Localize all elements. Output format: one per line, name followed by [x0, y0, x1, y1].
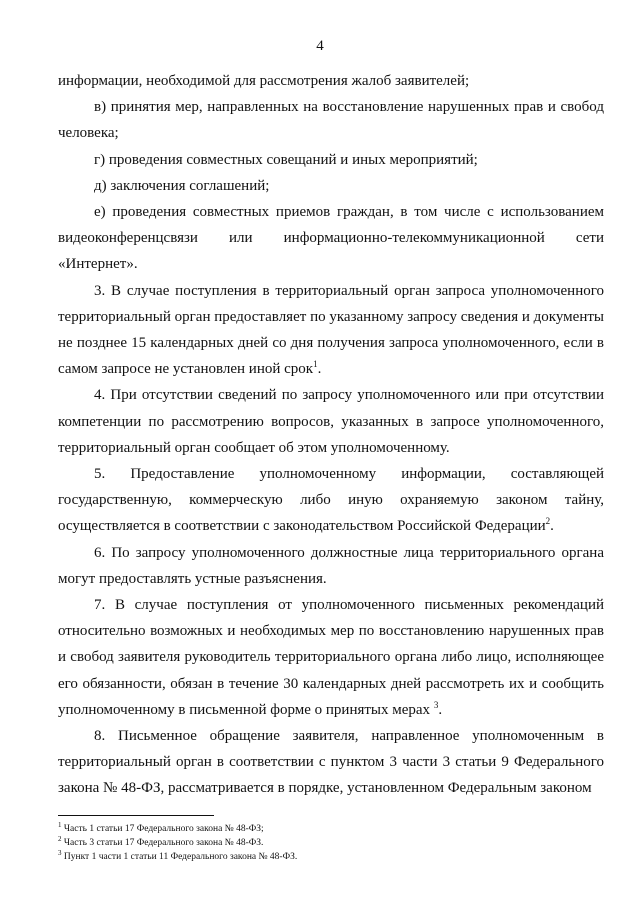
footnote-separator: [58, 815, 214, 816]
footnote: [58, 850, 604, 864]
footnote-ref: 1: [313, 359, 318, 370]
page-number: 4: [316, 38, 324, 54]
paragraph-text: 4. При отсутствии сведений по запросу уполномоченного или при отсутствии компетенции по рассмотрению вопросов, указанных в запросе уполномоченного, территориальный орган сообщает об этом уполномоченному.: [58, 387, 604, 456]
footnote-mark: 2: [58, 834, 62, 843]
paragraph-end: .: [438, 701, 443, 718]
footnote-ref: 3: [433, 699, 439, 710]
paragraph-text: 7. В случае поступления от уполномоченного письменных рекомендаций относительно возможных и необходимых мер по восстановлению нарушенных прав и свобод заявителя руководитель территориального органа либо лицо, исполняющее его обязанности, обязан в течение 30 календарных дней рассмотреть их и сообщить уполномоченному в письменной форме о принятых мерах: [58, 597, 604, 718]
paragraph-end: .: [550, 518, 554, 535]
paragraph-text: 5. Предоставление уполномоченному информации, составляющей государственную, коммерческую либо иную охраняемую законом тайну, осуществляется в соответствии с законодательством Российской Федерации: [58, 466, 604, 535]
footnote-ref: 2: [545, 516, 551, 527]
paragraph: [58, 461, 604, 540]
paragraph-text: 8. Письменное обращение заявителя, направленное уполномоченным в территориальный орган в соответствии с пунктом 3 части 3 статьи 9 Федерального закона № 48-ФЗ, рассматривается в порядке, установленном Федеральным законом: [58, 728, 604, 797]
footnote-text: Часть 1 статьи 17 Федерального закона № 48-ФЗ;: [61, 824, 264, 834]
paragraph-text: 3. В случае поступления в территориальный орган запроса уполномоченного территориальный орган предоставляет по указанному запросу сведения и документы не позднее 15 календарных дней со дня получения запроса уполномоченного, если в самом запросе не установлен иной срок: [58, 282, 604, 378]
body-text: [58, 68, 604, 802]
paragraph: [58, 199, 604, 278]
paragraph: [58, 278, 604, 383]
paragraph-text: в) принятия мер, направленных на восстановление нарушенных прав и свобод человека;: [58, 99, 604, 142]
footnote: [58, 836, 604, 850]
paragraph: [58, 723, 604, 802]
paragraph-text: е) проведения совместных приемов граждан, в том числе с использованием видеоконференцсвязи или информационно-телекоммуникационной сети «Интернет».: [58, 204, 604, 273]
paragraph: [58, 147, 604, 173]
footnote-mark: 1: [58, 820, 62, 829]
paragraph-end: .: [317, 361, 322, 378]
footnote-text: Часть 3 статьи 17 Федерального закона № 48-ФЗ.: [61, 838, 264, 848]
paragraph: [58, 540, 604, 592]
footnote-text: Пункт 1 части 1 статьи 11 Федерального закона № 48-ФЗ.: [61, 852, 298, 862]
paragraph: [58, 382, 604, 461]
paragraph: [58, 173, 604, 199]
paragraph-text: информации, необходимой для рассмотрения жалоб заявителей;: [58, 73, 470, 89]
footnote-mark: 3: [58, 848, 62, 857]
footnotes: [58, 822, 604, 864]
paragraph: [58, 68, 604, 94]
paragraph-text: г) проведения совместных совещаний и иных мероприятий;: [94, 151, 478, 168]
paragraph: [58, 592, 604, 723]
paragraph-text: д) заключения соглашений;: [94, 177, 270, 194]
paragraph: [58, 94, 604, 146]
paragraph-text: 6. По запросу уполномоченного должностные лица территориального органа могут предоставлять устные разъяснения.: [58, 544, 604, 587]
footnote: [58, 822, 604, 836]
